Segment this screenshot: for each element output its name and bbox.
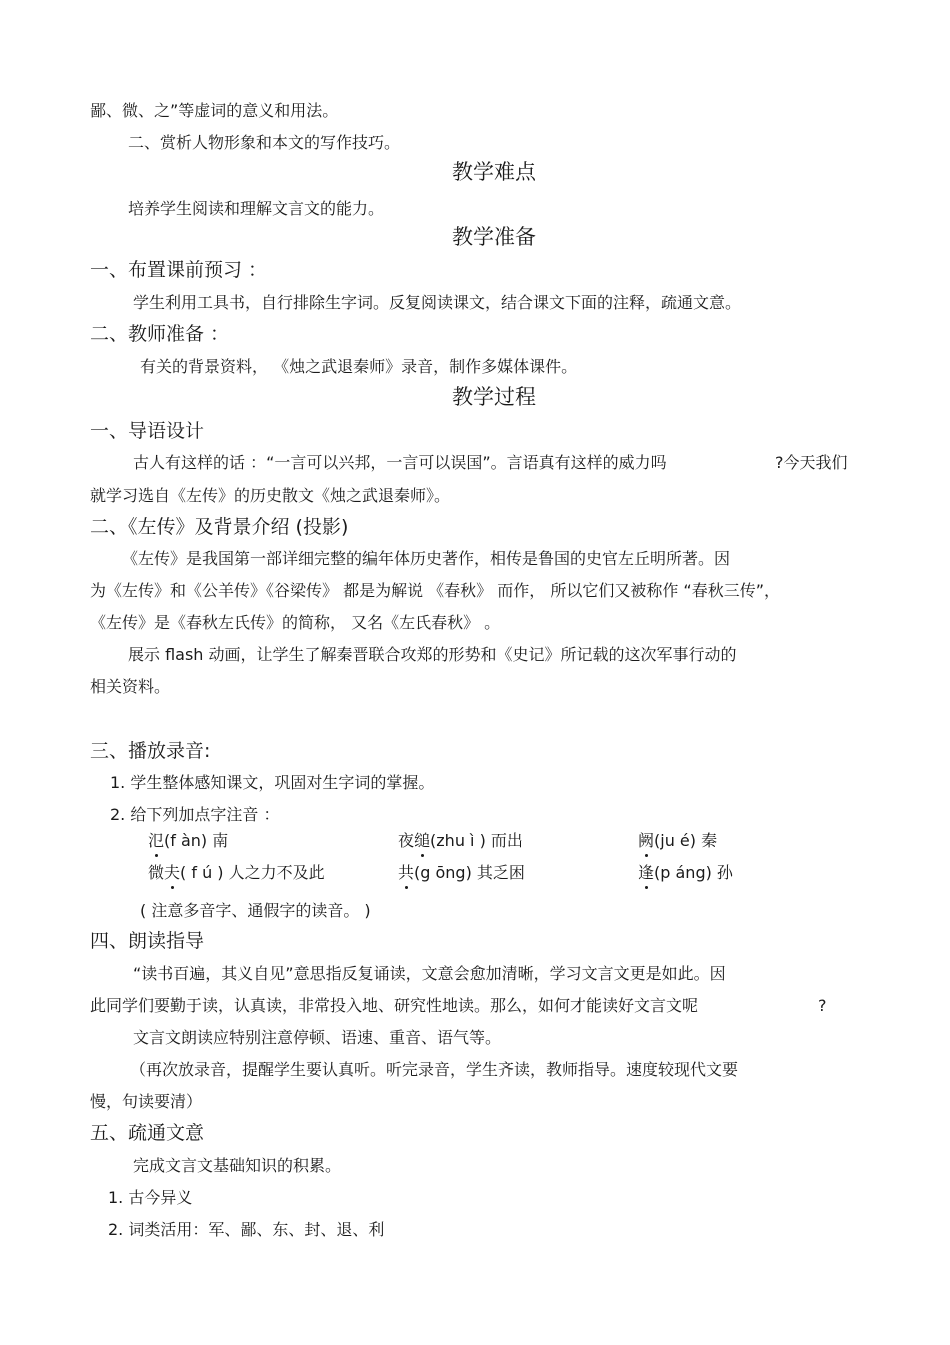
section-heading: 五、疏通文意 [90,1122,205,1144]
pinyin-item [638,862,733,884]
text-line: 1. 学生整体感知课文，巩固对生字词的掌握。 [110,773,435,792]
text-line: 展示 flash 动画，让学生了解秦晋联合攻郑的形势和《史记》所记载的这次军事行动的 [128,645,737,664]
text-line: 此同学们要勤于读，认真读，非常投入地、研究性地读。那么，如何才能读好文言文呢 [90,996,699,1015]
pinyin-item [638,830,717,852]
text-line: 《左传》是我国第一部详细完整的编年体历史著作，相传是鲁国的史官左丘明所著。因 [122,549,731,568]
pinyin-text: (zhu ì ) 而出 [430,831,523,850]
heading-teaching-preparation: 教学准备 [452,225,536,249]
pinyin-text: (p áng) 孙 [654,863,733,882]
section-heading: 一、导语设计 [90,420,205,442]
heading-teaching-process: 教学过程 [452,385,536,409]
text-line: ? [818,996,827,1015]
text-line: 2. 词类活用：军、鄙、东、封、退、利 [108,1220,385,1239]
dotted-char: 逢 [638,863,655,882]
pinyin-item [398,830,523,852]
pinyin-text: (f àn) 南 [164,831,229,850]
text-line: 学生利用工具书，自行排除生字词。反复阅读课文，结合课文下面的注释，疏通文意。 [133,293,742,312]
section-heading: 二、《左传》及背景介绍 (投影) [90,516,349,538]
pinyin-text: (g ōng) 其乏困 [414,863,525,882]
text-line: ?今天我们 [775,453,848,472]
pinyin-item [148,862,325,884]
section-heading: 三、播放录音: [90,740,211,762]
text-line: 就学习选自《左传》的历史散文《烛之武退秦师》。 [90,486,451,505]
text-line: （再次放录音，提醒学生要认真听。听完录音，学生齐读，教师指导。速度较现代文要 [130,1060,739,1079]
dotted-char: 夫 [164,863,181,882]
section-heading: 四、朗读指导 [90,930,205,952]
dotted-char: 氾 [148,831,165,850]
dotted-char: 缒 [414,831,431,850]
text-line: 完成文言文基础知识的积累。 [133,1156,342,1175]
pinyin-item [398,862,525,884]
text-line: “读书百遍，其义自见”意思指反复诵读，文意会愈加清晰，学习文言文更是如此。因 [133,964,726,983]
text-line: 二、赏析人物形象和本文的写作技巧。 [128,133,401,152]
pinyin-item [148,830,228,852]
text-line: 古人有这样的话 ：“一言可以兴邦，一言可以误国”。言语真有这样的威力吗 [133,453,667,472]
text-line: 2. 给下列加点字注音 ： [110,805,280,824]
dotted-char: 阙 [638,831,655,850]
pinyin-prefix: 微 [148,863,165,882]
section-heading: 二、教师准备 ： [90,323,230,345]
heading-teaching-difficulty: 教学难点 [452,160,536,184]
text-line: 慢，句读要清） [90,1092,203,1111]
text-line: 为《左传》和《公羊传》《谷梁传》 都是为解说 《春秋》 而作， 所以它们又被称作 “春秋三传”， [90,581,781,600]
text-line: 1. 古今异义 [108,1188,193,1207]
pinyin-text: ( f ú ) 人之力不及此 [180,863,325,882]
text-line: 有关的背景资料， 《烛之武退秦师》录音，制作多媒体课件。 [140,357,578,376]
text-line: 鄙、微、之”等虚词的意义和用法。 [90,101,339,120]
text-line: 文言文朗读应特别注意停顿、语速、重音、语气等。 [133,1028,502,1047]
text-line: 相关资料。 [90,677,171,696]
text-line: 《左传》是《春秋左氏传》的简称， 又名《左氏春秋》 。 [90,613,501,632]
dotted-char: 共 [398,863,415,882]
text-line: ( 注意多音字、通假字的读音。 ) [140,901,371,920]
pinyin-text: (ju é) 秦 [654,831,718,850]
section-heading: 一、布置课前预习 ： [90,259,268,281]
pinyin-prefix: 夜 [398,831,415,850]
text-line: 培养学生阅读和理解文言文的能力。 [128,199,385,218]
